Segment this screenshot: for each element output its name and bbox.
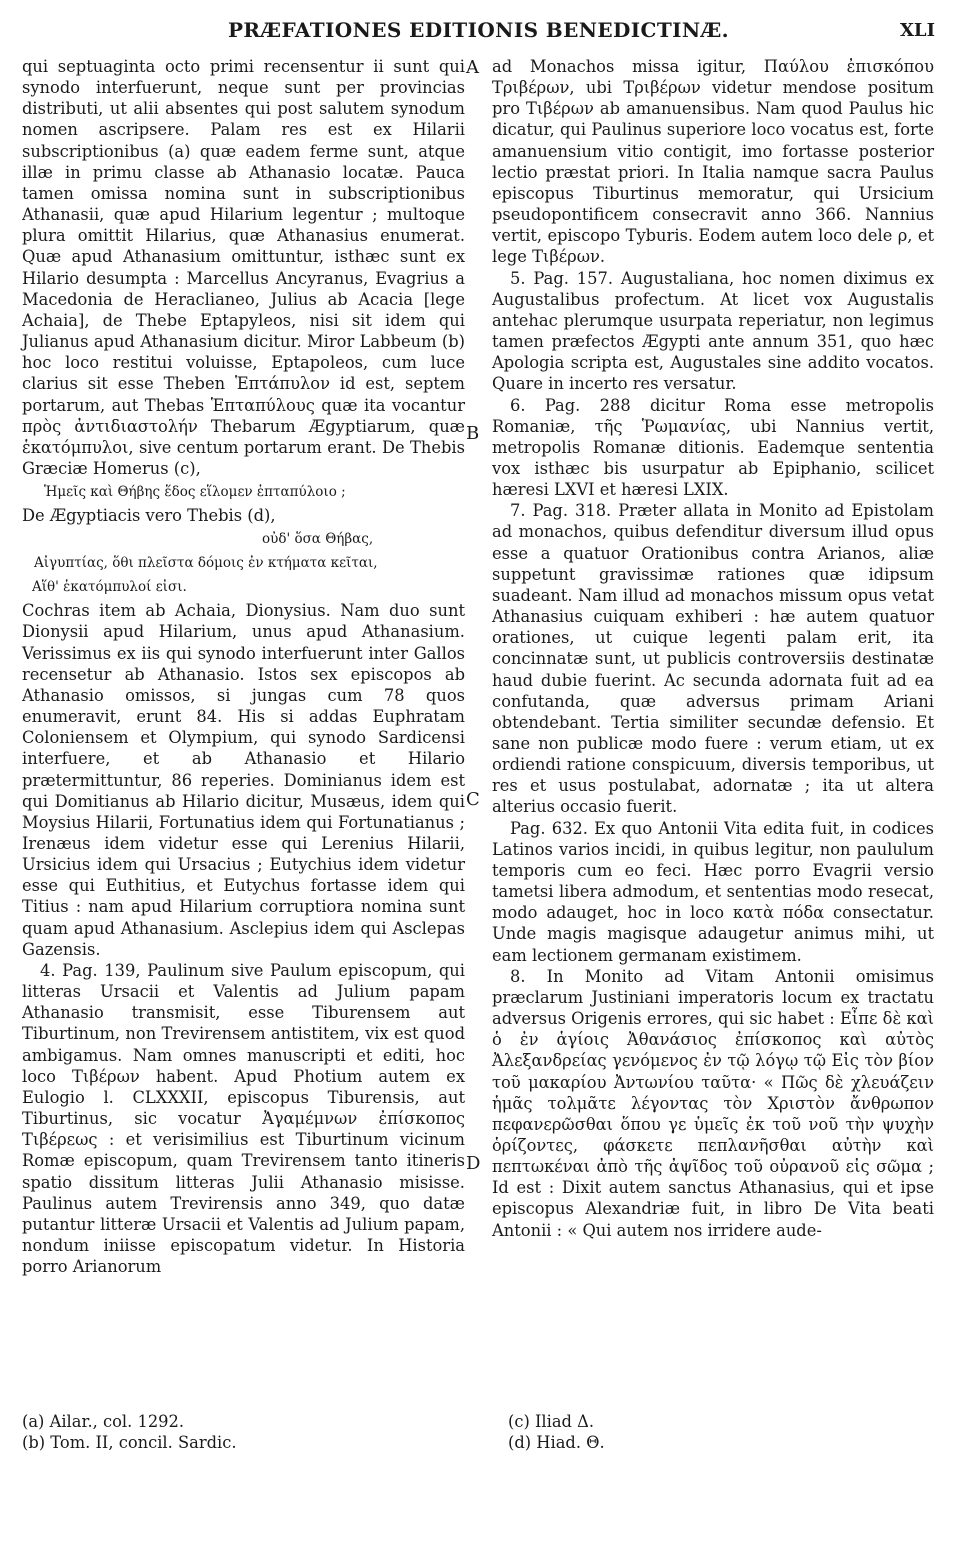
paragraph: 5. Pag. 157. Augustaliana, hoc nomen diximus ex Augustalibus profectum. At licet vox Augustalis antehac plerumque usurpata reperiatur, non legimus tamen præfectos Ægypti ante annum 351, quo hæc Apologia scripta est, Augustales sine addito vocatos. Quare in incerto res versatur. [492, 268, 934, 394]
greek-verse: Αἰγυπτίας, ὅθι πλεῖστα δόμοις ἐν κτήματα κεῖται, [34, 555, 378, 572]
page-title: PRÆFATIONES EDITIONIS BENEDICTINÆ. [227, 18, 730, 42]
page-number: XLI [899, 20, 935, 41]
paragraph: 6. Pag. 288 dicitur Roma esse metropolis Romaniæ, τῆς Ῥωμανίας, ubi Nannius vertit, metropolis Romanæ ditionis. Eademque sententia vox isthæc bis usurpatur ab Epiphanio, scilicet hæresi LXVI et hæresi LXIX. [492, 395, 934, 500]
running-header [22, 18, 935, 48]
footnote: (b) Tom. II, concil. Sardic. [22, 1433, 237, 1452]
paragraph: Cochras item ab Achaia, Dionysius. Nam duo sunt Dionysii apud Hilarium, unus apud Athanasium. Verissimus ex iis qui synodo interfuerunt inter Gallos recensetur ab Athanasio. Istos sex episcopos ab Athanasio omissos, si jungas cum 78 quos enumeravit, erunt 84. His si addas Euphratam Coloniensem et Olympium, qui synodo Sardicensi interfuere, et ab Athanasio et Hilario prætermittuntur, 86 reperies. Dominianus idem est qui Domitianus ab Hilario dicitur, Musæus, idem qui Moysius Hilarii, Fortunatius idem qui Fortunatianus ; Irenæus idem videtur esse qui Lerenius Hilarii, Ursicius idem qui Ursacius ; Eutychius idem videtur esse qui Euthitius, et Eutychus fortasse idem qui Titius : nam apud Hilarium corruptiora nomina sunt quam apud Athanasium. Asclepius idem qui Asclepas Gazensis. [22, 601, 465, 959]
paragraph: 7. Pag. 318. Præter allata in Monito ad Epistolam ad monachos, quibus defenditur diversum illud opus esse a quatuor Orationibus contra Arianos, aliæ suppetunt gravissimæ rationes quæ idipsum suadeant. Nam illud ad monachos missum opus vetat Athanasius cuiquam exhiberi : hæ autem quatuor orationes, ut cuique legenti palam erit, ita concinnatæ sunt, ut publicis controversiis destinatæ haud dubie fuerint. Ac secunda adornata fuit ad ea confutanda, quæ adversus primam Ariani obtendebant. Tertia similiter secundæ defensio. Et sane non publicæ modo fuere : verum etiam, ut ex ordiendi ratione conspicuum, diversis temporibus, ut res et usus postulabat, adornatæ ; ita ut altera alterius occasio fuerit. [492, 501, 934, 817]
margin-letter-a: A [466, 57, 479, 78]
paragraph: 8. In Monito ad Vitam Antonii omisimus præclarum Justiniani imperatoris locum ex tractatu adversus Origenis errores, qui sic habet : Εἶπε δὲ καὶ ὁ ἐν ἁγίοις Ἀθανάσιος ἐπίσκοπος καὶ αὐτὸς Ἀλεξανδρείας γενόμενος ἐν τῷ λόγῳ τῷ Εἰς τὸν βίον τοῦ μακαρίου Ἀντωνίου ταῦτα· « Πῶς δὲ χλευάζειν ἡμᾶς τολμᾶτε λέγοντας τὸν Χριστὸν ἄνθρωπον πεφανερῶσθαι ὅπου γε ὑμεῖς ἐκ τοῦ νοῦ τὴν ψυχὴν ὁρίζοντες, φάσκετε πεπλανῆσθαι αὐτὴν καὶ πεπτωκέναι ἀπὸ τῆς ἀψῖδος τοῦ οὐρανοῦ εἰς σῶμα ; Id est : Dixit autem sanctus Athanasius, qui et ipse episcopus Alexandriæ fuit, in libro De Vita beati Antonii : « Qui autem nos irridere aude- [492, 966, 934, 1240]
paragraph: Pag. 632. Ex quo Antonii Vita edita fuit, in codices Latinos varios incidi, in quibus legitur, non paululum temporis cum eo feci. Hæc porro Evagrii versio tametsi libera admodum, et sententias modo resecat, modo adauget, hoc in loco κατὰ πόδα consectatur. Unde magis magisque adaugetur animus mihi, ut eam lectionem germanam existimem. [492, 818, 934, 965]
greek-verse: οὐδ' ὅσα Θήβας, [262, 531, 374, 548]
footnote: (d) Hiad. Θ. [508, 1433, 605, 1452]
greek-verse: Αἵθ' ἑκατόμπυλοί εἰσι. [32, 579, 187, 596]
footnote: (c) Iliad Δ. [508, 1412, 595, 1431]
paragraph: De Ægyptiacis vero Thebis (d), [22, 506, 276, 526]
greek-verse: Ἡμεῖς καὶ Θήβης ἕδος εἵλομεν ἑπταπύλοιο ; [44, 484, 346, 501]
right-column [492, 56, 934, 1241]
footnotes-right [508, 1411, 605, 1453]
footnote: (a) Ailar., col. 1292. [22, 1412, 185, 1431]
paragraph: qui septuaginta octo primi recensentur ii sunt qui synodo interfuerunt, neque sunt per provincias distributi, ut alii absentes qui post salutem synodum nomen ascripsere. Palam res est ex Hilarii subscriptionibus (a) quæ eadem ferme sunt, atque illæ in primu classe ab Athanasio locatæ. Pauca tamen omissa nomina sunt in subscriptionibus Athanasii, quæ apud Hilarium legentur ; multoque plura omittit Hilarius, quæ Athanasius enumerat. Quæ apud Athanasium omittuntur, isthæc sunt ex Hilario desumpta : Marcellus Ancyranus, Evagrius a Macedonia de Heraclianeo, Julius ab Acacia [lege Achaia], de Thebe Eptapyleos, nisi sit idem qui Julianus apud Athanasium dicitur. Miror Labbeum (b) hoc loco restitui voluisse, Eptapoleos, cum luce clarius sit esse Theben Ἑπτάπυλον id est, septem portarum, aut Thebas Ἑπταπύλους quæ ita vocantur πρὸς ἀντιδιαστολήν Thebarum Ægyptiarum, quæ ἑκατόμπυλοι, sive centum portarum erant. De Thebis Græciæ Homerus (c), [22, 57, 465, 478]
footnotes-left [22, 1411, 237, 1453]
paragraph: 4. Pag. 139, Paulinum sive Paulum episcopum, qui litteras Ursacii et Valentis ad Julium papam Athanasio transmisit, esse Tiburensem aut Tiburtinum, non Trevirensem antistitem, vix est quod ambigamus. Nam omnes manuscripti et editi, hoc loco Τιβέρων habent. Apud Photium autem ex Eulogio l. CLXXXII, episcopus Tiburensis, aut Tiburtinus, sic vocatur Ἀγαμέμνων ἐπίσκοπος Τιβέρεως : et verisimilius est Tiburtinum vicinum Romæ episcopum, quam Trevirensem tanto itineris spatio dissitum litteras Julii Athanasio misisse. Paulinus autem Trevirensis anno 349, quo datæ putantur litteræ Ursacii et Valentis ad Julium papam, nondum iniisse episcopatum videtur. In Historia porro Arianorum [22, 960, 465, 1277]
left-column [22, 56, 465, 1277]
margin-letter-d: D [466, 1153, 481, 1174]
margin-letter-b: B [466, 423, 480, 444]
paragraph: ad Monachos missa igitur, Παύλου ἐπισκόπου Τριβέρων, ubi Τριβέρων videtur mendose positum pro Τιβέρων ab amanuensibus. Nam quod Paulus hic dicatur, qui Paulinus superiore loco vocatus est, forte amanuensium vitio contigit, imo fortasse posterior lectio præstat priori. In Italia namque sacra Paulus episcopus Tiburtinus memoratur, qui Ursicium pseudopontificem consecravit anno 366. Nannius vertit, episcopo Tyburis. Eodem autem loco dele ρ, et lege Τιβέρων. [492, 57, 934, 267]
margin-letter-c: C [466, 789, 480, 810]
